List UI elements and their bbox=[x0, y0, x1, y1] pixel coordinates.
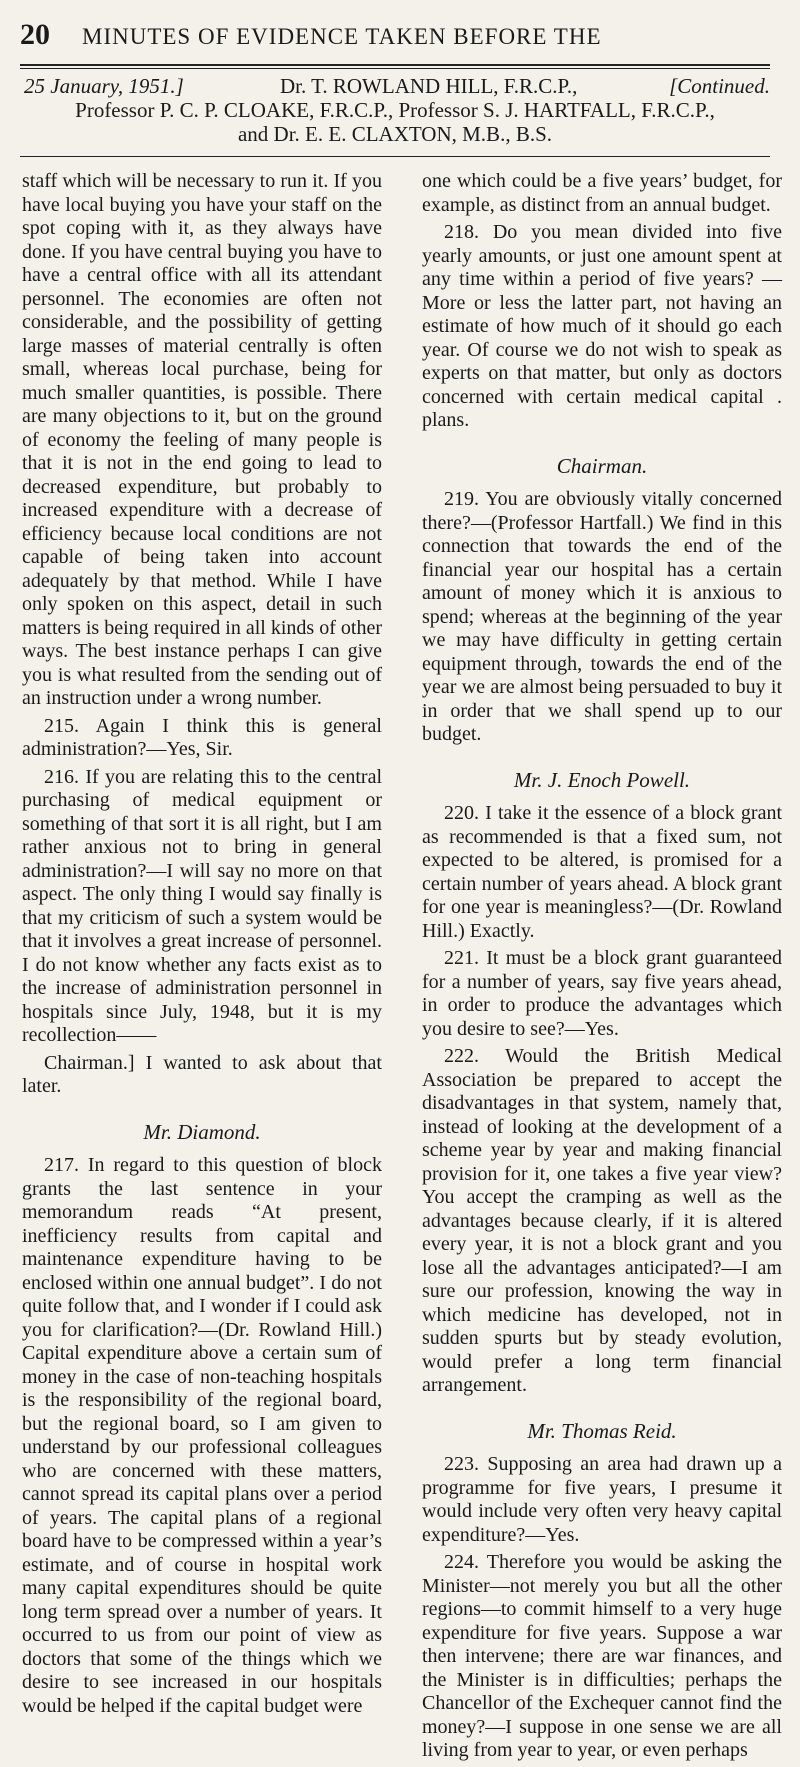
page-header bbox=[20, 18, 770, 58]
question-221: 221. It must be a block grant guaranteed for a number of years, say five years ahead, in order to produce the advantages which you desire to see?—Yes. bbox=[422, 947, 782, 1040]
speaker-heading-reid: Mr. Thomas Reid. bbox=[527, 1418, 677, 1443]
session-date: 25 January, 1951.] bbox=[24, 74, 184, 98]
question-218: 218. Do you mean divided into five yearly amounts, or just one amount spent at any time within a period of five years? —More or less the latter part, not having an estimate of how much of it should go each year. Of course we do not wish to speak as experts on that matter, but only as doctors concerned with certain medical capital . plans. bbox=[422, 221, 782, 431]
question-223: 223. Supposing an area had drawn up a programme for five years, I presume it would include very often very heavy capital expenditure?—Yes. bbox=[422, 1453, 782, 1546]
section-rule bbox=[20, 156, 770, 157]
chairman-note: Chairman.] I wanted to ask about that later. bbox=[22, 1051, 382, 1097]
left-column bbox=[22, 170, 382, 1722]
speaker-heading-powell: Mr. J. Enoch Powell. bbox=[513, 767, 691, 792]
question-216: 216. If you are relating this to the central purchasing of medical equipment or something of that sort it is all right, but I am rather anxious not to bring in general administration?—I will say no more on that aspect. The only thing I would say finally is that my criticism of such a system would be that it involves a great increase of personnel. I do not know whether any facts exist as to the increase of administration personnel in hospitals since July, 1948, but it is my recollection—— bbox=[22, 765, 382, 1046]
question-220: 220. I take it the essence of a block grant as recommended is that a fixed sum, not expected to be altered, is promised for a certain number of years ahead. A block grant for one year is meaningless?—(Dr. Rowland Hill.) Exactly. bbox=[422, 802, 782, 942]
witness-line-3: and Dr. E. E. CLAXTON, M.B., B.S. bbox=[237, 122, 553, 146]
question-224: 224. Therefore you would be asking the Minister—not merely you but all the other regions—to commit himself to a very huge expenditure for five years. Suppose a war then intervene; there are war finances, and the Minister is in difficulties; perhaps the Chancellor of the Exchequer cannot find the money?—I suppose in one sense we are all living from year to year, or even perhaps bbox=[422, 1551, 782, 1761]
question-219: 219. You are obviously vitally concerned there?—(Professor Hartfall.) We find in this connection that towards the end of the financial year our hospital has a certain amount of money which it is anxious to spend; whereas at the beginning of the year we may have difficulty in getting certain equipment through, towards the end of the year we are almost being persuaded to buy it in order that we shall spend up to our budget. bbox=[422, 488, 782, 745]
witness-heading bbox=[20, 74, 770, 146]
witness-line-1: Dr. T. ROWLAND HILL, F.R.C.P., bbox=[280, 74, 578, 98]
header-rule-thin bbox=[20, 68, 770, 69]
witness-line-2: Professor P. C. P. CLOAKE, F.R.C.P., Professor S. J. HARTFALL, F.R.C.P., bbox=[75, 98, 715, 122]
running-title: MINUTES OF EVIDENCE TAKEN BEFORE THE bbox=[82, 24, 602, 49]
question-215: 215. Again I think this is general administration?—Yes, Sir. bbox=[22, 714, 382, 760]
page-number: 20 bbox=[20, 18, 50, 51]
continued-label: [Continued. bbox=[669, 74, 770, 98]
paragraph-continued-right: one which could be a five years’ budget, for example, as distinct from an annual budget. bbox=[422, 170, 782, 216]
right-column bbox=[422, 170, 782, 1767]
header-rule bbox=[20, 64, 770, 66]
speaker-heading-chairman: Chairman. bbox=[556, 453, 648, 478]
question-217: 217. In regard to this question of block grants the last sentence in your memorandum reads “At present, inefficiency results from capital and maintenance expenditure having to be enclosed within one annual budget”. I do not quite follow that, and I wonder if I could ask you for clarification?—(Dr. Rowland Hill.) Capital expenditure above a certain sum of money in the case of non-teaching hospitals is the responsibility of the regional board, but the regional board, so I am given to understand by our professional colleagues who are concerned with these matters, cannot spread its capital plans over a period of years. The capital plans of a regional board have to be compressed within a year’s estimate, and of course in hospital work many capital expenditures should be quite long term spread over a number of years. It occurred to us from our point of view as doctors that some of the things which we desire to see increased in our hospitals would be helped if the capital budget were bbox=[22, 1154, 382, 1717]
paragraph-continued: staff which will be necessary to run it. If you have local buying you have your staff on the spot coping with it, as they always have done. If you have central buying you have to have a central office with all its attendant personnel. The economies are often not considerable, and the possibility of getting large masses of material centrally is often small, whereas local purchase, being for much smaller quantities, is possible. There are many objections to it, but on the ground of economy the feeling of many people is that it is not in the end going to lead to decreased expenditure, but probably to increased expenditure with a decrease of efficiency because local conditions are not capable of being taken into account adequately by that method. While I have only spoken on this aspect, detail in such matters is being required in all kinds of other ways. The best instance perhaps I can give you is what resulted from the sending out of an instruction under a wrong number. bbox=[22, 170, 382, 709]
question-222: 222. Would the British Medical Association be prepared to accept the disadvantages in that system, namely that, instead of looking at the development of a scheme year by year and making financial provision for it, one takes a five year view? You accept the cramping as well as the advantages because clearly, if it is altered every year, it is not a block grant and you lose all the advantages anticipated?—I am sure our profession, knowing the way in which medicine has developed, not in sudden spurts but by steady evolution, would prefer a long term financial arrangement. bbox=[422, 1045, 782, 1396]
speaker-heading-diamond: Mr. Diamond. bbox=[143, 1119, 261, 1144]
